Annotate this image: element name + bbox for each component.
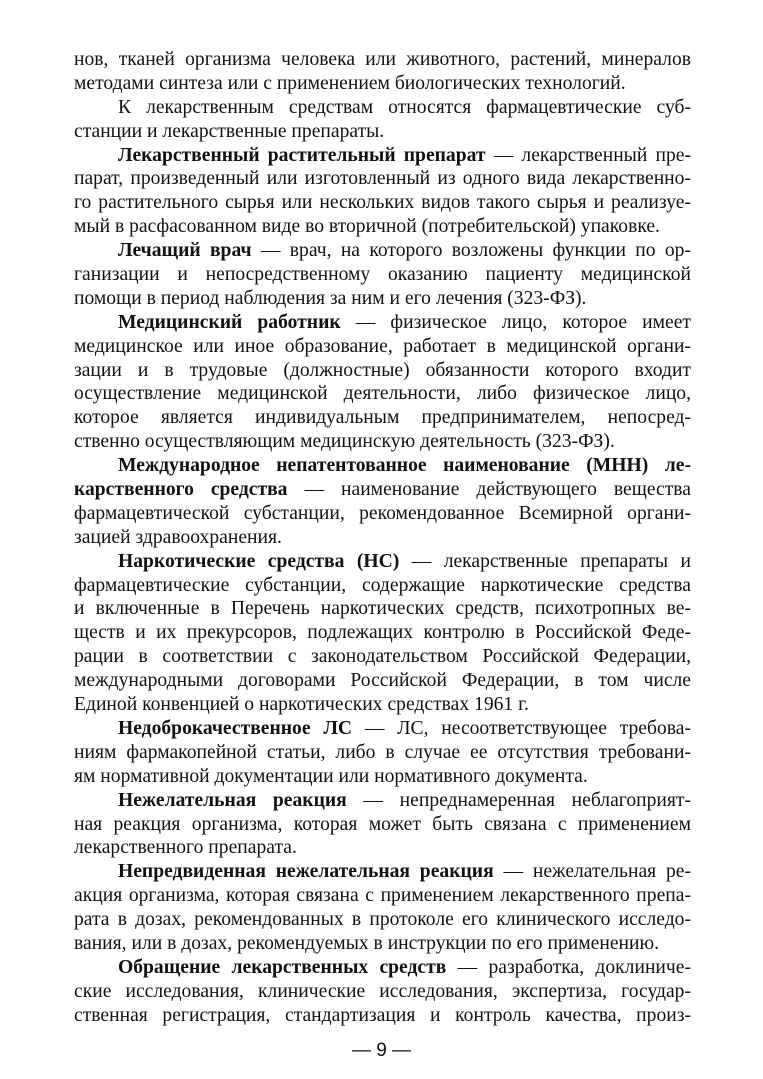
text-line: фармацевтические субстанции, содержащие наркотические средства (74, 574, 691, 596)
definition-first-line (74, 717, 691, 741)
text-line: лекарственного препарата. (74, 837, 297, 859)
paragraph-continuation (74, 48, 691, 96)
text-line: ственно осуществляющим медицинскую деятельность (323-ФЗ). (74, 431, 615, 453)
definition-first-line (74, 454, 691, 478)
definition-text: — врач, на которого возложены функции по ор- (251, 240, 691, 262)
text-line: ниям фармакопейной статьи, либо в случае ее отсутствия требовани- (74, 741, 691, 763)
definition-adverse-reaction (74, 789, 691, 861)
text-line: зацией здравоохранения. (74, 526, 282, 548)
text-line: фармацевтической субстанции, рекомендованное Всемирной органи- (74, 502, 691, 524)
definition-term: Международное непатентованное наименование (МНН) ле- (118, 455, 691, 477)
definition-first-line (74, 311, 691, 335)
definition-text: — непреднамеренная неблагоприят- (346, 789, 691, 811)
definition-first-line (74, 144, 691, 168)
text-line: го растительного сырья или нескольких видов такого сырья и реализуе- (74, 192, 691, 214)
text-line: мый в расфасованном виде во вторичной (потребительской) упаковке. (74, 216, 660, 238)
text-line: ственная регистрация, стандартизация и контроль качества, произ- (74, 1004, 691, 1026)
definition-narcotic-drugs (74, 550, 691, 717)
text-line: которое является индивидуальным предпринимателем, непосред- (74, 407, 691, 429)
text-line: рации в соответствии с законодательством Российской Федерации, (74, 646, 691, 668)
definition-first-line (74, 239, 691, 263)
definition-herbal-preparation (74, 144, 691, 240)
text-line: акция организма, которая связана с применением лекарственного препа- (74, 885, 691, 907)
text-line: зации и в трудовые (должностные) обязанности которого входит (74, 359, 691, 381)
definition-drug-circulation (74, 956, 691, 1028)
definition-text: — лекарственный пре- (485, 144, 691, 166)
definition-term: Лекарственный растительный препарат (118, 144, 486, 166)
text-line: вания, или в дозах, рекомендуемых в инструкции по его применению. (74, 932, 660, 954)
text-line: ганизации и непосредственному оказанию пациенту медицинской (74, 264, 691, 286)
definition-second-line (74, 478, 691, 502)
text-line: помощи в период наблюдения за ним и его лечения (323-ФЗ). (74, 287, 587, 309)
definition-text: — разработка, доклиниче- (446, 956, 691, 978)
text-line: ная реакция организма, которая может быть связана с применением (74, 813, 691, 835)
definition-term: Наркотические средства (НС) (118, 550, 400, 572)
text-line: методами синтеза или с применением биологических технологий. (74, 72, 626, 94)
definition-term: Нежелательная реакция (118, 789, 347, 811)
definition-text: — нежелательная ре- (493, 861, 691, 883)
definition-substandard-drug (74, 717, 691, 789)
definition-text: — лекарственные препараты и (399, 550, 691, 572)
definition-unexpected-adverse-reaction (74, 860, 691, 956)
text-line: ществ и их прекурсоров, подлежащих контролю в Российской Феде- (74, 622, 691, 644)
definition-first-line (74, 860, 691, 884)
definition-term: Недоброкачественное ЛС (118, 717, 353, 739)
definition-first-line (74, 789, 691, 813)
definition-first-line (74, 550, 691, 574)
text-line: и включенные в Перечень наркотических средств, психотропных ве- (74, 598, 691, 620)
definition-term-continuation: карственного средства (74, 479, 288, 501)
definition-term: Непредвиденная нежелательная реакция (118, 861, 494, 883)
paragraph-intro (74, 96, 691, 144)
text-line: ям нормативной документации или нормативного документа. (74, 765, 588, 787)
definition-medical-worker (74, 311, 691, 454)
definition-attending-physician (74, 239, 691, 311)
definition-term: Обращение лекарственных средств (118, 956, 447, 978)
text-line: Единой конвенцией о наркотических средствах 1961 г. (74, 694, 529, 716)
text-line: осуществление медицинской деятельности, либо физическое лицо, (74, 383, 691, 405)
text-line: парат, произведенный или изготовленный из одного вида лекарственно- (74, 168, 691, 190)
text-line: международными договорами Российской Федерации, в том числе (74, 670, 691, 692)
text-line: ские исследования, клинические исследования, экспертиза, государ- (74, 980, 691, 1002)
document-page (74, 48, 691, 1028)
text-line: станции и лекарственные препараты. (74, 120, 385, 142)
page-number: — 9 — (351, 1040, 412, 1061)
definition-inn (74, 454, 691, 550)
definition-text: — физическое лицо, которое имеет (340, 311, 691, 333)
definition-term: Медицинский работник (118, 311, 341, 333)
text-line: рата в дозах, рекомендованных в протоколе его клинического исследо- (74, 909, 691, 931)
definition-first-line (74, 956, 691, 980)
text-line: медицинское или иное образование, работает в медицинской органи- (74, 335, 691, 357)
definition-term: Лечащий врач (118, 240, 252, 262)
text-line: нов, тканей организма человека или животного, растений, минералов (74, 49, 691, 70)
definition-text: — ЛС, несоответствующее требова- (352, 717, 691, 739)
definition-text: — наименование действующего вещества (287, 479, 691, 501)
text-line: К лекарственным средствам относятся фармацевтические суб- (118, 96, 691, 118)
